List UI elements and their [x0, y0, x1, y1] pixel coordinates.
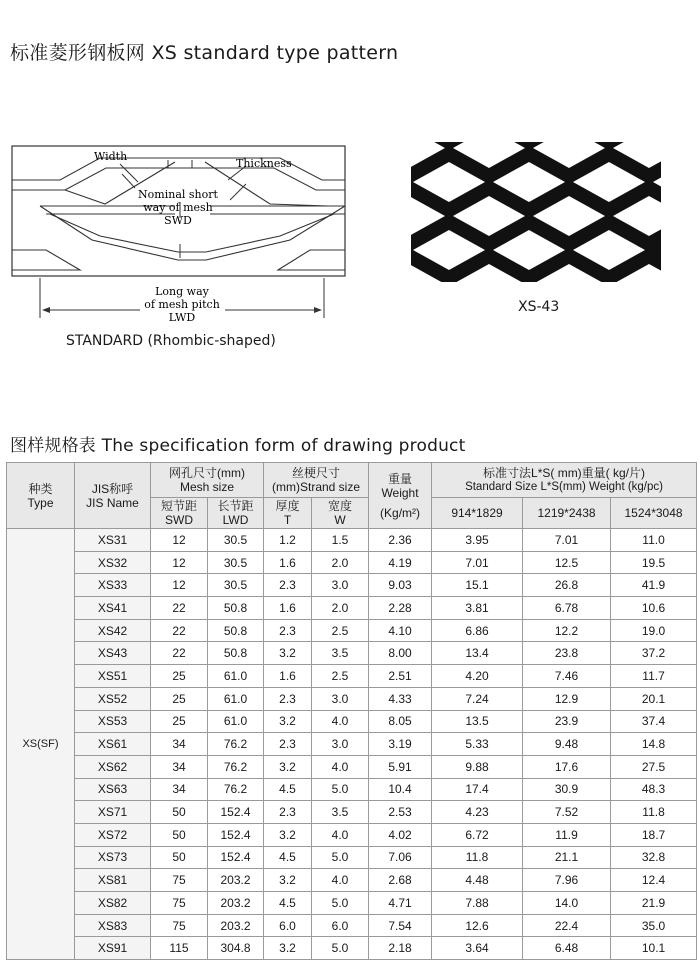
cell-size-3: 10.6 — [611, 597, 697, 620]
cell-size-2: 30.9 — [523, 778, 611, 801]
cell-size-3: 27.5 — [611, 755, 697, 778]
cell-size-3: 21.9 — [611, 892, 697, 915]
cell-swd: 75 — [151, 892, 208, 915]
cell-swd: 22 — [151, 619, 208, 642]
cell-swd: 34 — [151, 778, 208, 801]
cell-thickness: 4.5 — [264, 892, 312, 915]
cell-width: 5.0 — [312, 846, 369, 869]
cell-size-2: 12.2 — [523, 619, 611, 642]
cell-lwd: 76.2 — [208, 733, 264, 756]
cell-weight: 7.06 — [369, 846, 432, 869]
cell-size-1: 17.4 — [432, 778, 523, 801]
header-swd — [151, 498, 208, 529]
header-t-en: T — [283, 513, 292, 527]
cell-jis-name: XS31 — [75, 529, 151, 552]
header-size-1: 914*1829 — [432, 498, 523, 529]
label-lwd-2: of mesh pitch — [144, 298, 220, 311]
cell-width: 2.0 — [312, 597, 369, 620]
header-w — [312, 498, 369, 529]
table-row — [7, 597, 697, 620]
cell-width: 3.0 — [312, 687, 369, 710]
type-cell: XS(SF) — [7, 529, 75, 960]
cell-lwd: 30.5 — [208, 529, 264, 552]
table-row — [7, 846, 697, 869]
spec-table-body — [7, 529, 697, 960]
cell-size-1: 3.81 — [432, 597, 523, 620]
cell-lwd: 50.8 — [208, 597, 264, 620]
cell-jis-name: XS91 — [75, 937, 151, 960]
label-lwd-3: LWD — [168, 311, 196, 324]
cell-size-1: 13.4 — [432, 642, 523, 665]
cell-thickness: 3.2 — [264, 937, 312, 960]
cell-width: 5.0 — [312, 892, 369, 915]
cell-thickness: 3.2 — [264, 642, 312, 665]
cell-jis-name: XS53 — [75, 710, 151, 733]
cell-weight: 2.51 — [369, 665, 432, 688]
cell-swd: 34 — [151, 733, 208, 756]
cell-width: 4.0 — [312, 710, 369, 733]
cell-weight: 4.71 — [369, 892, 432, 915]
cell-swd: 12 — [151, 574, 208, 597]
header-weight-unit: (Kg/m²) — [380, 505, 421, 520]
cell-jis-name: XS51 — [75, 665, 151, 688]
mesh-diagram — [10, 140, 355, 330]
cell-jis-name: XS61 — [75, 733, 151, 756]
cell-lwd: 61.0 — [208, 665, 264, 688]
header-swd-en: SWD — [165, 513, 193, 527]
cell-weight: 2.53 — [369, 801, 432, 824]
cell-weight: 3.19 — [369, 733, 432, 756]
cell-thickness: 3.2 — [264, 710, 312, 733]
cell-swd: 75 — [151, 914, 208, 937]
header-t — [264, 498, 312, 529]
cell-thickness: 1.2 — [264, 529, 312, 552]
cell-lwd: 61.0 — [208, 687, 264, 710]
cell-lwd: 304.8 — [208, 937, 264, 960]
table-title: 图样规格表 The specification form of drawing product — [10, 436, 466, 456]
table-row — [7, 937, 697, 960]
table-row — [7, 665, 697, 688]
cell-size-1: 3.95 — [432, 529, 523, 552]
header-lwd-cn: 长节距 — [217, 499, 254, 513]
cell-swd: 115 — [151, 937, 208, 960]
cell-weight: 2.68 — [369, 869, 432, 892]
header-swd-cn: 短节距 — [160, 499, 197, 513]
cell-lwd: 152.4 — [208, 801, 264, 824]
cell-weight: 2.36 — [369, 529, 432, 552]
cell-size-3: 14.8 — [611, 733, 697, 756]
header-t-cn: 厚度 — [275, 499, 300, 513]
header-name-cn: JIS称呼 — [91, 481, 134, 496]
cell-lwd: 50.8 — [208, 619, 264, 642]
table-row — [7, 733, 697, 756]
cell-lwd: 30.5 — [208, 551, 264, 574]
cell-weight: 4.33 — [369, 687, 432, 710]
cell-size-1: 7.88 — [432, 892, 523, 915]
cell-size-3: 35.0 — [611, 914, 697, 937]
cell-size-3: 19.5 — [611, 551, 697, 574]
cell-jis-name: XS82 — [75, 892, 151, 915]
cell-swd: 25 — [151, 665, 208, 688]
cell-size-2: 22.4 — [523, 914, 611, 937]
cell-weight: 4.10 — [369, 619, 432, 642]
diagram-caption: STANDARD (Rhombic-shaped) — [66, 333, 276, 349]
cell-size-3: 37.2 — [611, 642, 697, 665]
cell-size-2: 23.9 — [523, 710, 611, 733]
cell-size-2: 11.9 — [523, 823, 611, 846]
cell-size-1: 5.33 — [432, 733, 523, 756]
table-row — [7, 914, 697, 937]
cell-thickness: 2.3 — [264, 733, 312, 756]
cell-swd: 22 — [151, 642, 208, 665]
cell-thickness: 1.6 — [264, 665, 312, 688]
cell-size-3: 48.3 — [611, 778, 697, 801]
cell-swd: 50 — [151, 846, 208, 869]
cell-weight: 5.91 — [369, 755, 432, 778]
cell-lwd: 76.2 — [208, 755, 264, 778]
cell-width: 3.0 — [312, 733, 369, 756]
cell-size-3: 32.8 — [611, 846, 697, 869]
cell-lwd: 30.5 — [208, 574, 264, 597]
cell-size-1: 7.24 — [432, 687, 523, 710]
header-w-en: W — [334, 513, 346, 527]
table-row — [7, 642, 697, 665]
cell-thickness: 1.6 — [264, 551, 312, 574]
cell-jis-name: XS73 — [75, 846, 151, 869]
header-name-en: JIS Name — [86, 495, 139, 510]
cell-size-2: 14.0 — [523, 892, 611, 915]
cell-weight: 8.00 — [369, 642, 432, 665]
header-weight-en: Weight — [381, 485, 419, 500]
table-row — [7, 778, 697, 801]
cell-jis-name: XS32 — [75, 551, 151, 574]
cell-width: 3.5 — [312, 642, 369, 665]
cell-thickness: 2.3 — [264, 801, 312, 824]
cell-lwd: 152.4 — [208, 823, 264, 846]
cell-size-1: 11.8 — [432, 846, 523, 869]
cell-size-3: 37.4 — [611, 710, 697, 733]
cell-thickness: 2.3 — [264, 619, 312, 642]
cell-size-2: 7.01 — [523, 529, 611, 552]
cell-weight: 8.05 — [369, 710, 432, 733]
cell-thickness: 1.6 — [264, 597, 312, 620]
cell-lwd: 203.2 — [208, 869, 264, 892]
cell-width: 4.0 — [312, 823, 369, 846]
cell-weight: 7.54 — [369, 914, 432, 937]
cell-size-3: 12.4 — [611, 869, 697, 892]
cell-size-3: 20.1 — [611, 687, 697, 710]
table-row — [7, 869, 697, 892]
cell-width: 5.0 — [312, 937, 369, 960]
header-mesh — [151, 463, 264, 498]
header-mesh-cn: 网孔尺寸(mm) — [169, 466, 245, 480]
cell-jis-name: XS83 — [75, 914, 151, 937]
cell-swd: 22 — [151, 597, 208, 620]
page-title: 标准菱形钢板网 XS standard type pattern — [10, 42, 399, 64]
header-weight-cn: 重量 — [388, 471, 413, 486]
cell-size-1: 9.88 — [432, 755, 523, 778]
cell-thickness: 2.3 — [264, 687, 312, 710]
header-lwd — [208, 498, 264, 529]
cell-jis-name: XS71 — [75, 801, 151, 824]
cell-swd: 12 — [151, 551, 208, 574]
header-strand-cn: 丝梗尺寸 — [292, 466, 341, 480]
cell-swd: 12 — [151, 529, 208, 552]
cell-swd: 25 — [151, 710, 208, 733]
cell-lwd: 50.8 — [208, 642, 264, 665]
cell-lwd: 152.4 — [208, 846, 264, 869]
cell-lwd: 203.2 — [208, 914, 264, 937]
header-w-cn: 宽度 — [328, 499, 353, 513]
cell-weight: 4.02 — [369, 823, 432, 846]
cell-jis-name: XS52 — [75, 687, 151, 710]
cell-weight: 2.28 — [369, 597, 432, 620]
label-thickness: Thickness — [236, 157, 292, 170]
cell-jis-name: XS81 — [75, 869, 151, 892]
cell-thickness: 2.3 — [264, 574, 312, 597]
cell-thickness: 4.5 — [264, 778, 312, 801]
cell-jis-name: XS72 — [75, 823, 151, 846]
label-swd-1: Nominal short — [138, 188, 218, 201]
header-standard-en: Standard Size L*S(mm) Weight (kg/pc) — [465, 481, 663, 493]
cell-width: 3.5 — [312, 801, 369, 824]
cell-size-1: 3.64 — [432, 937, 523, 960]
header-type — [7, 463, 75, 529]
table-row — [7, 710, 697, 733]
header-size-3: 1524*3048 — [611, 498, 697, 529]
cell-width: 3.0 — [312, 574, 369, 597]
cell-size-2: 9.48 — [523, 733, 611, 756]
cell-size-1: 15.1 — [432, 574, 523, 597]
header-name — [75, 463, 151, 529]
cell-jis-name: XS41 — [75, 597, 151, 620]
cell-thickness: 4.5 — [264, 846, 312, 869]
cell-weight: 10.4 — [369, 778, 432, 801]
cell-size-1: 12.6 — [432, 914, 523, 937]
header-weight — [369, 463, 432, 529]
cell-size-3: 19.0 — [611, 619, 697, 642]
cell-thickness: 6.0 — [264, 914, 312, 937]
cell-size-1: 13.5 — [432, 710, 523, 733]
cell-jis-name: XS62 — [75, 755, 151, 778]
photo-caption: XS-43 — [518, 299, 560, 315]
table-row — [7, 823, 697, 846]
cell-swd: 50 — [151, 823, 208, 846]
label-width: Width — [94, 150, 128, 163]
cell-jis-name: XS43 — [75, 642, 151, 665]
cell-size-2: 7.46 — [523, 665, 611, 688]
table-row — [7, 574, 697, 597]
cell-size-2: 26.8 — [523, 574, 611, 597]
cell-width: 6.0 — [312, 914, 369, 937]
cell-size-2: 12.5 — [523, 551, 611, 574]
cell-lwd: 76.2 — [208, 778, 264, 801]
header-type-en: Type — [27, 495, 54, 510]
cell-jis-name: XS42 — [75, 619, 151, 642]
cell-size-1: 4.23 — [432, 801, 523, 824]
header-strand-en: (mm)Strand size — [272, 480, 361, 494]
cell-width: 4.0 — [312, 869, 369, 892]
header-size-2: 1219*2438 — [523, 498, 611, 529]
cell-lwd: 61.0 — [208, 710, 264, 733]
label-swd-2: way of mesh — [143, 201, 213, 214]
cell-size-3: 41.9 — [611, 574, 697, 597]
cell-size-1: 6.72 — [432, 823, 523, 846]
label-lwd-1: Long way — [155, 285, 209, 298]
table-row — [7, 619, 697, 642]
cell-size-2: 17.6 — [523, 755, 611, 778]
cell-size-3: 11.0 — [611, 529, 697, 552]
header-type-cn: 种类 — [28, 481, 53, 496]
cell-width: 5.0 — [312, 778, 369, 801]
cell-width: 1.5 — [312, 529, 369, 552]
cell-width: 2.5 — [312, 619, 369, 642]
cell-thickness: 3.2 — [264, 755, 312, 778]
cell-weight: 9.03 — [369, 574, 432, 597]
table-row — [7, 755, 697, 778]
cell-thickness: 3.2 — [264, 869, 312, 892]
cell-size-2: 7.52 — [523, 801, 611, 824]
cell-jis-name: XS63 — [75, 778, 151, 801]
cell-width: 4.0 — [312, 755, 369, 778]
cell-size-3: 11.8 — [611, 801, 697, 824]
cell-size-1: 4.20 — [432, 665, 523, 688]
header-strand — [264, 463, 369, 498]
cell-size-2: 12.9 — [523, 687, 611, 710]
cell-width: 2.5 — [312, 665, 369, 688]
cell-size-2: 23.8 — [523, 642, 611, 665]
table-row — [7, 801, 697, 824]
label-swd-3: SWD — [164, 214, 192, 227]
cell-swd: 75 — [151, 869, 208, 892]
cell-width: 2.0 — [312, 551, 369, 574]
cell-size-2: 6.48 — [523, 937, 611, 960]
cell-jis-name: XS33 — [75, 574, 151, 597]
header-standard — [432, 463, 697, 498]
header-standard-cn: 标准寸法L*S( mm)重量( kg/片) — [483, 466, 646, 480]
cell-weight: 4.19 — [369, 551, 432, 574]
cell-size-1: 7.01 — [432, 551, 523, 574]
cell-size-1: 4.48 — [432, 869, 523, 892]
cell-size-3: 18.7 — [611, 823, 697, 846]
spec-table — [6, 462, 697, 960]
cell-size-1: 6.86 — [432, 619, 523, 642]
cell-size-3: 11.7 — [611, 665, 697, 688]
cell-size-2: 7.96 — [523, 869, 611, 892]
cell-swd: 50 — [151, 801, 208, 824]
cell-size-2: 6.78 — [523, 597, 611, 620]
cell-size-2: 21.1 — [523, 846, 611, 869]
mesh-photo — [411, 142, 661, 282]
header-lwd-en: LWD — [222, 513, 249, 527]
cell-thickness: 3.2 — [264, 823, 312, 846]
cell-size-3: 10.1 — [611, 937, 697, 960]
cell-weight: 2.18 — [369, 937, 432, 960]
cell-swd: 25 — [151, 687, 208, 710]
table-row — [7, 529, 697, 552]
table-row — [7, 551, 697, 574]
table-row — [7, 892, 697, 915]
cell-swd: 34 — [151, 755, 208, 778]
table-row — [7, 687, 697, 710]
header-mesh-en: Mesh size — [179, 480, 235, 494]
cell-lwd: 203.2 — [208, 892, 264, 915]
